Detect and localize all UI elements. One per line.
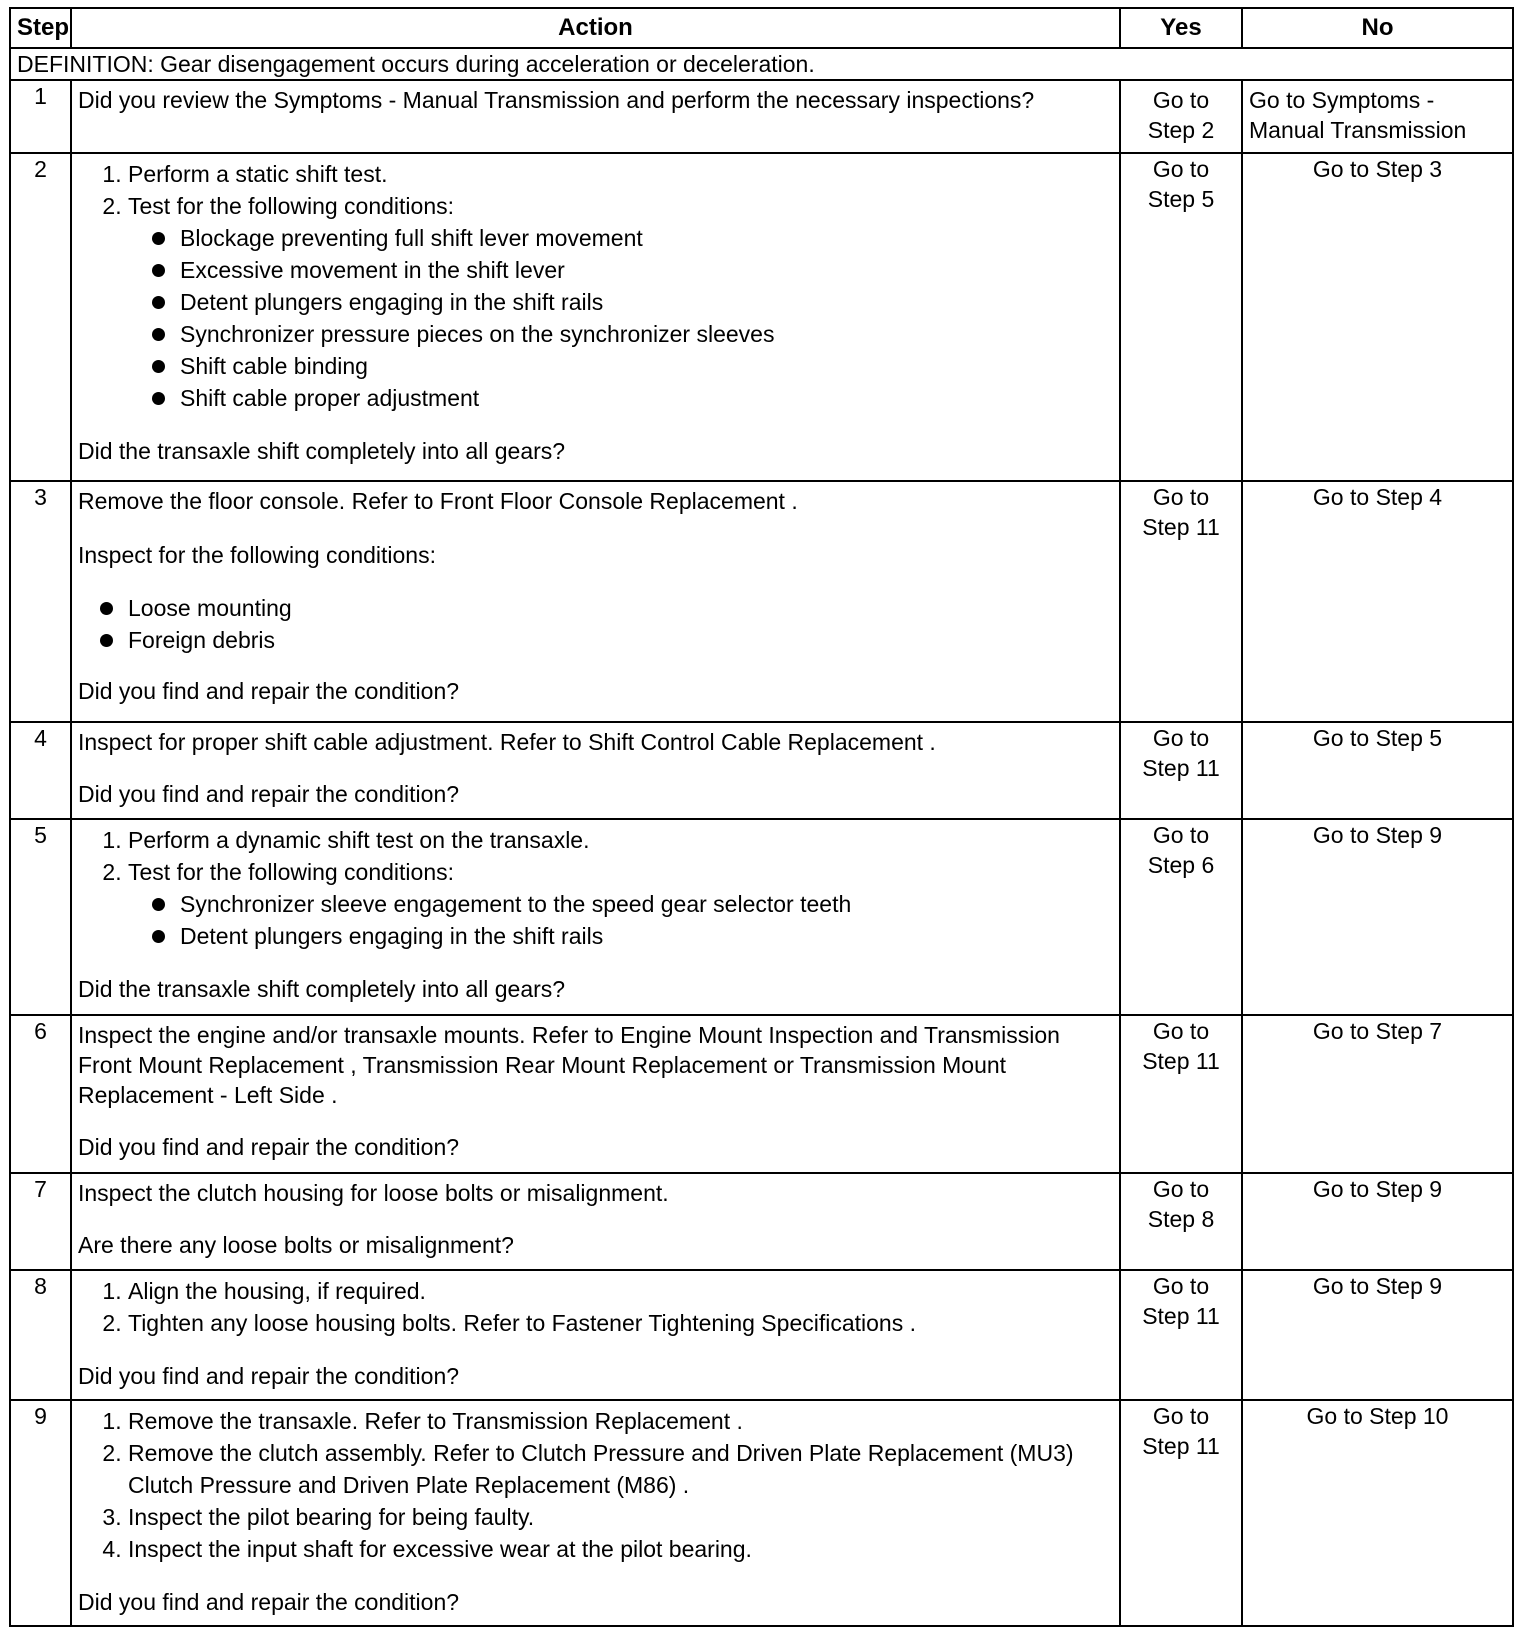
table-row bbox=[10, 1400, 1513, 1626]
action-cell bbox=[71, 819, 1120, 1015]
list-item: 4. Inspect the input shaft for excessive wear at the pilot bearing. bbox=[128, 1533, 1113, 1565]
bullet-item: Foreign debris bbox=[128, 624, 1113, 656]
no-result: Go to Step 9 bbox=[1242, 1270, 1513, 1400]
bullet-list bbox=[78, 592, 1113, 656]
yes-result: Go to Step 6 bbox=[1120, 819, 1242, 1015]
bullet-item: Shift cable binding bbox=[180, 350, 1113, 382]
action-text: Remove the floor console. Refer to Front Floor Console Replacement . bbox=[78, 488, 798, 514]
step-number: 5 bbox=[10, 819, 71, 1015]
bullet-list bbox=[128, 222, 1113, 414]
numbered-steps bbox=[78, 824, 1113, 952]
diagnostic-table bbox=[9, 7, 1514, 1627]
no-result: Go to Step 3 bbox=[1242, 153, 1513, 481]
question-text: Did you find and repair the condition? bbox=[78, 1589, 460, 1615]
step-number: 9 bbox=[10, 1400, 71, 1626]
action-cell bbox=[71, 1270, 1120, 1400]
bullet-item: Detent plungers engaging in the shift rails bbox=[180, 920, 1113, 952]
list-item: 3. Inspect the pilot bearing for being faulty. bbox=[128, 1501, 1113, 1533]
list-item: 1. Perform a static shift test. bbox=[128, 158, 1113, 190]
yes-result: Go to Step 11 bbox=[1120, 1015, 1242, 1173]
table-row bbox=[10, 481, 1513, 722]
table-row bbox=[10, 1270, 1513, 1400]
list-item: 1. Align the housing, if required. bbox=[128, 1275, 1113, 1307]
bullet-item: Detent plungers engaging in the shift rails bbox=[180, 286, 1113, 318]
list-item bbox=[128, 190, 1113, 414]
no-result: Go to Step 4 bbox=[1242, 481, 1513, 722]
bullet-item: Blockage preventing full shift lever movement bbox=[180, 222, 1113, 254]
header-action: Action bbox=[71, 8, 1120, 48]
no-result: Go to Step 9 bbox=[1242, 1173, 1513, 1270]
action-text: Inspect the clutch housing for loose bolts or misalignment. bbox=[78, 1180, 669, 1206]
table-row bbox=[10, 722, 1513, 819]
list-item bbox=[128, 856, 1113, 952]
step-number: 3 bbox=[10, 481, 71, 722]
action-text: Did you review the Symptoms - Manual Transmission and perform the necessary inspections? bbox=[71, 80, 1120, 153]
yes-result: Go to Step 11 bbox=[1120, 481, 1242, 722]
header-no: No bbox=[1242, 8, 1513, 48]
header-step: Step bbox=[10, 8, 71, 48]
question-text: Did the transaxle shift completely into all gears? bbox=[78, 976, 566, 1002]
list-item: 2. Tighten any loose housing bolts. Refer to Fastener Tightening Specifications . bbox=[128, 1307, 1113, 1339]
bullet-list bbox=[128, 888, 1113, 952]
question-text: Did the transaxle shift completely into all gears? bbox=[78, 438, 566, 464]
no-result: Go to Step 9 bbox=[1242, 819, 1513, 1015]
bullet-item: Shift cable proper adjustment bbox=[180, 382, 1113, 414]
bullet-item: Synchronizer pressure pieces on the synchronizer sleeves bbox=[180, 318, 1113, 350]
step-number: 4 bbox=[10, 722, 71, 819]
action-cell bbox=[71, 481, 1120, 722]
header-yes: Yes bbox=[1120, 8, 1242, 48]
yes-result: Go to Step 11 bbox=[1120, 722, 1242, 819]
yes-result: Go to Step 8 bbox=[1120, 1173, 1242, 1270]
yes-result: Go to Step 5 bbox=[1120, 153, 1242, 481]
action-cell bbox=[71, 722, 1120, 819]
question-text: Did you find and repair the condition? bbox=[78, 1134, 460, 1160]
action-cell bbox=[71, 1173, 1120, 1270]
definition-row bbox=[10, 48, 1513, 80]
table-row bbox=[10, 1015, 1513, 1173]
numbered-steps bbox=[78, 1275, 1113, 1339]
bullet-item: Loose mounting bbox=[128, 592, 1113, 624]
action-cell bbox=[71, 153, 1120, 481]
no-result: Go to Symptoms - Manual Transmission bbox=[1242, 80, 1513, 153]
question-text: Did you find and repair the condition? bbox=[78, 781, 460, 807]
list-item: 1. Remove the transaxle. Refer to Transmission Replacement . bbox=[128, 1405, 1113, 1437]
step-number: 8 bbox=[10, 1270, 71, 1400]
no-result: Go to Step 5 bbox=[1242, 722, 1513, 819]
question-text: Did you find and repair the condition? bbox=[78, 678, 460, 704]
action-text: Inspect for the following conditions: bbox=[78, 542, 436, 568]
step-number: 1 bbox=[10, 80, 71, 153]
header-row bbox=[10, 8, 1513, 48]
question-text: Did you find and repair the condition? bbox=[78, 1363, 460, 1389]
list-item: 1. Perform a dynamic shift test on the transaxle. bbox=[128, 824, 1113, 856]
action-text: Inspect the engine and/or transaxle mounts. Refer to Engine Mount Inspection and Transmission Front Mount Replacement , Transmission Rear Mount Replacement or Transmission Mount Replacement - Left Side . bbox=[78, 1022, 1060, 1108]
step-number: 2 bbox=[10, 153, 71, 481]
yes-result: Go to Step 11 bbox=[1120, 1400, 1242, 1626]
table-row bbox=[10, 80, 1513, 153]
bullet-item: Synchronizer sleeve engagement to the speed gear selector teeth bbox=[180, 888, 1113, 920]
list-item-text: Test for the following conditions: bbox=[128, 193, 455, 219]
action-text: Inspect for proper shift cable adjustment. Refer to Shift Control Cable Replacement . bbox=[78, 729, 936, 755]
step-number: 7 bbox=[10, 1173, 71, 1270]
table-row bbox=[10, 1173, 1513, 1270]
no-result: Go to Step 10 bbox=[1242, 1400, 1513, 1626]
yes-result: Go to Step 11 bbox=[1120, 1270, 1242, 1400]
action-cell bbox=[71, 1400, 1120, 1626]
numbered-steps bbox=[78, 158, 1113, 414]
question-text: Are there any loose bolts or misalignment? bbox=[78, 1232, 514, 1258]
step-number: 6 bbox=[10, 1015, 71, 1173]
table-row bbox=[10, 153, 1513, 481]
definition-text: DEFINITION: Gear disengagement occurs during acceleration or deceleration. bbox=[10, 48, 1513, 80]
table-row bbox=[10, 819, 1513, 1015]
bullet-item: Excessive movement in the shift lever bbox=[180, 254, 1113, 286]
numbered-steps bbox=[78, 1405, 1113, 1565]
action-cell bbox=[71, 1015, 1120, 1173]
yes-result: Go to Step 2 bbox=[1120, 80, 1242, 153]
list-item: 2. Remove the clutch assembly. Refer to Clutch Pressure and Driven Plate Replacement (MU3) Clutch Pressure and Driven Plate Replacement (M86) . bbox=[128, 1437, 1113, 1501]
no-result: Go to Step 7 bbox=[1242, 1015, 1513, 1173]
list-item-text: Test for the following conditions: bbox=[128, 859, 455, 885]
